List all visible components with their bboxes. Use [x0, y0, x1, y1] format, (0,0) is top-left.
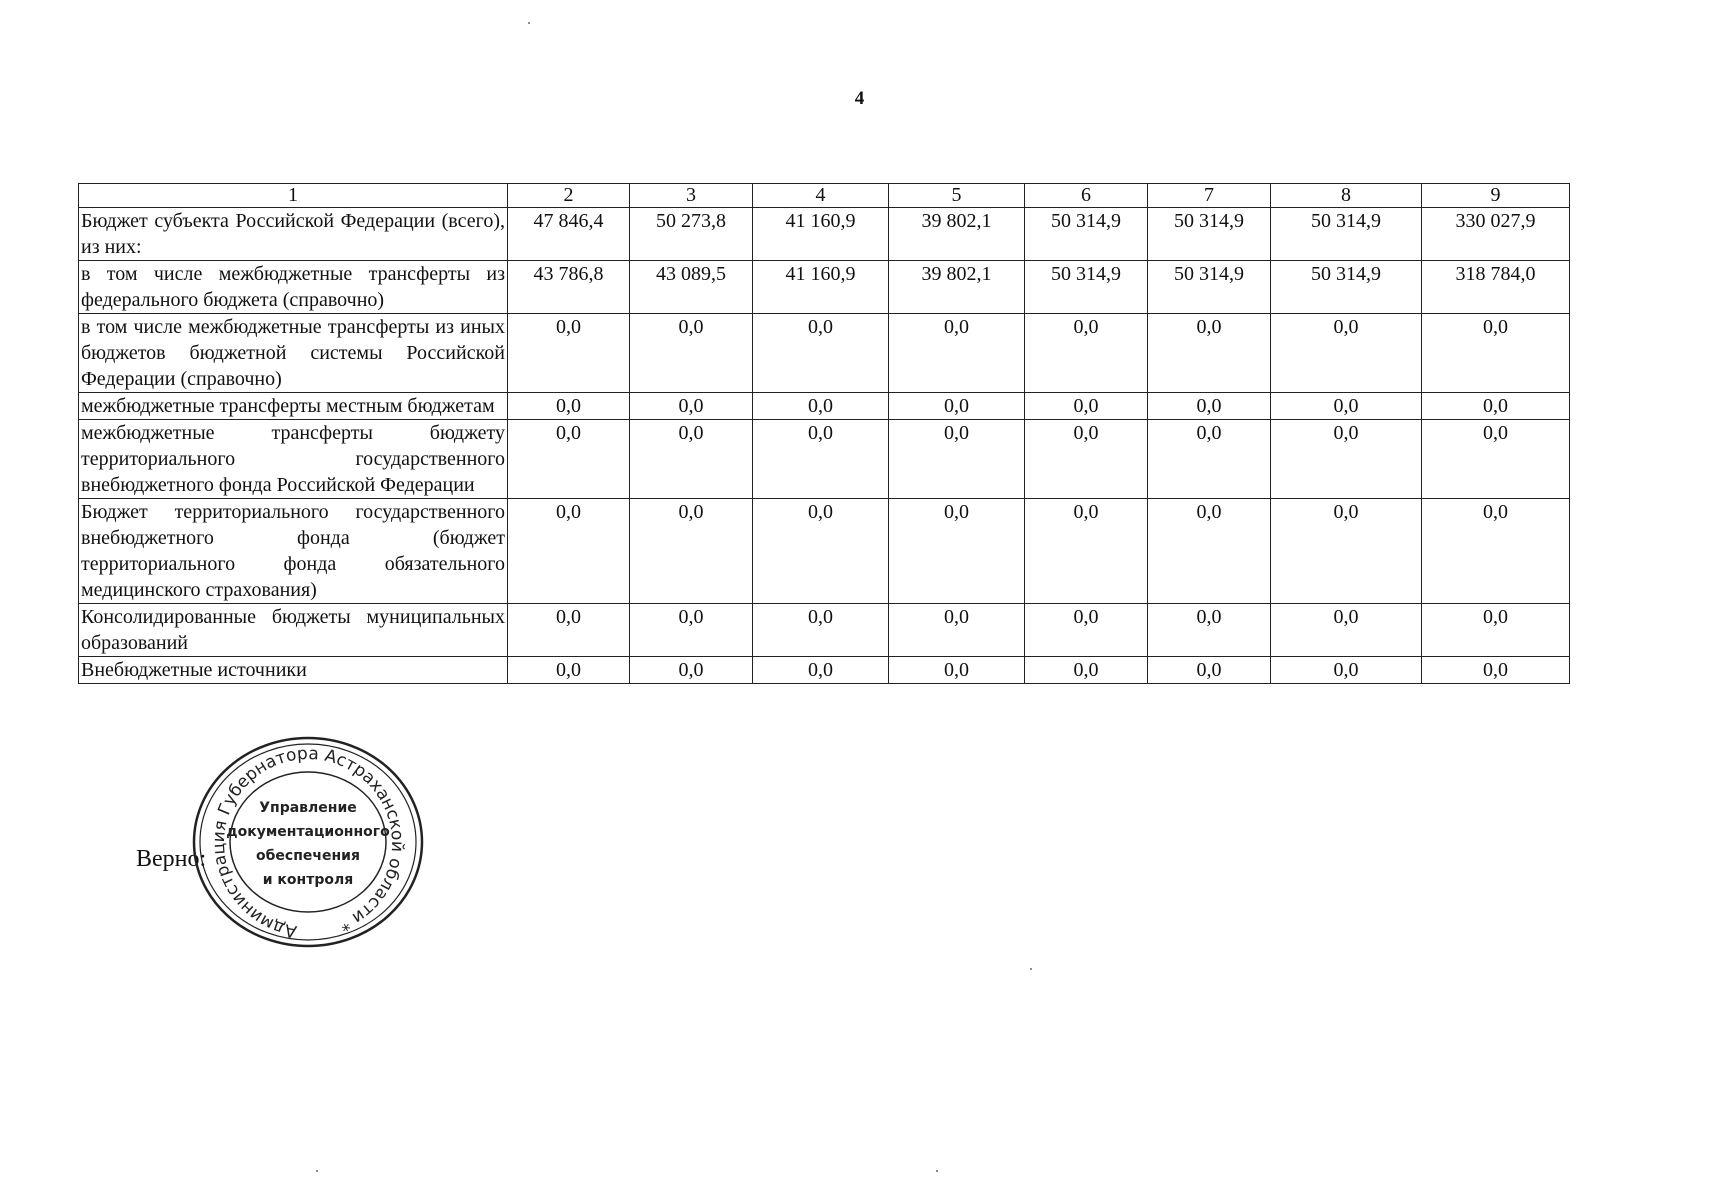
value-cell: 0,0 [1025, 420, 1148, 499]
value-cell: 50 314,9 [1148, 261, 1271, 314]
value-cell: 0,0 [630, 604, 753, 657]
value-cell: 50 314,9 [1148, 208, 1271, 261]
value-cell: 0,0 [1422, 604, 1570, 657]
value-cell: 0,0 [889, 657, 1025, 684]
table-row [79, 393, 1570, 420]
value-cell: 0,0 [1148, 420, 1271, 499]
column-header: 2 [508, 184, 630, 208]
value-cell: 43 786,8 [508, 261, 630, 314]
page-number: 4 [854, 88, 865, 109]
value-cell: 0,0 [889, 420, 1025, 499]
column-header: 6 [1025, 184, 1148, 208]
value-cell: 0,0 [630, 657, 753, 684]
value-cell: 43 089,5 [630, 261, 753, 314]
stamp-ring-text: Администрация Губернатора Астраханской области * [208, 743, 408, 942]
value-cell: 0,0 [1148, 657, 1271, 684]
value-cell: 0,0 [753, 657, 889, 684]
table-row [79, 261, 1570, 314]
value-cell: 41 160,9 [753, 261, 889, 314]
scan-speck [316, 1170, 318, 1172]
column-header: 7 [1148, 184, 1271, 208]
value-cell: 0,0 [753, 420, 889, 499]
value-cell: 0,0 [1271, 604, 1422, 657]
value-cell: 0,0 [630, 314, 753, 393]
value-cell: 50 314,9 [1025, 261, 1148, 314]
value-cell: 39 802,1 [889, 208, 1025, 261]
scan-speck [528, 22, 530, 24]
value-cell: 0,0 [1271, 420, 1422, 499]
value-cell: 0,0 [1422, 499, 1570, 604]
value-cell: 0,0 [1025, 657, 1148, 684]
value-cell: 0,0 [1025, 393, 1148, 420]
column-header: 9 [1422, 184, 1570, 208]
stamp-line: обеспечения [256, 848, 360, 864]
value-cell: 0,0 [508, 314, 630, 393]
value-cell: 0,0 [1271, 393, 1422, 420]
value-cell: 41 160,9 [753, 208, 889, 261]
value-cell: 0,0 [1148, 314, 1271, 393]
value-cell: 0,0 [753, 604, 889, 657]
value-cell: 0,0 [1148, 604, 1271, 657]
value-cell: 0,0 [889, 499, 1025, 604]
table-header-row [79, 184, 1570, 208]
column-header: 1 [79, 184, 508, 208]
row-label: Бюджет территориального государственного внебюджетного фонда (бюджет территориального фонда обязательного медицинского страхования) [79, 499, 508, 604]
column-header: 5 [889, 184, 1025, 208]
row-label: Бюджет субъекта Российской Федерации (всего), из них: [79, 208, 508, 261]
value-cell: 0,0 [889, 604, 1025, 657]
table-row [79, 420, 1570, 499]
value-cell: 0,0 [1025, 604, 1148, 657]
value-cell: 0,0 [1422, 314, 1570, 393]
table-row [79, 657, 1570, 684]
value-cell: 47 846,4 [508, 208, 630, 261]
value-cell: 0,0 [1025, 499, 1148, 604]
value-cell: 0,0 [753, 314, 889, 393]
value-cell: 0,0 [1422, 420, 1570, 499]
value-cell: 50 314,9 [1271, 261, 1422, 314]
value-cell: 0,0 [889, 393, 1025, 420]
value-cell: 50 273,8 [630, 208, 753, 261]
stamp-line: документационного [226, 824, 390, 840]
row-label: межбюджетные трансферты местным бюджетам [79, 393, 508, 420]
value-cell: 0,0 [1025, 314, 1148, 393]
value-cell: 0,0 [1148, 499, 1271, 604]
scan-speck [1030, 968, 1032, 970]
value-cell: 0,0 [508, 604, 630, 657]
row-label: в том числе межбюджетные трансферты из федерального бюджета (справочно) [79, 261, 508, 314]
column-header: 8 [1271, 184, 1422, 208]
value-cell: 0,0 [630, 420, 753, 499]
value-cell: 330 027,9 [1422, 208, 1570, 261]
value-cell: 0,0 [508, 420, 630, 499]
value-cell: 0,0 [630, 393, 753, 420]
stamp-line: и контроля [262, 872, 354, 888]
value-cell: 0,0 [508, 657, 630, 684]
value-cell: 0,0 [1422, 393, 1570, 420]
value-cell: 318 784,0 [1422, 261, 1570, 314]
value-cell: 0,0 [753, 393, 889, 420]
row-label: в том числе межбюджетные трансферты из иных бюджетов бюджетной системы Российской Федерации (справочно) [79, 314, 508, 393]
stamp-line: Управление [259, 800, 357, 816]
value-cell: 0,0 [508, 499, 630, 604]
value-cell: 0,0 [753, 499, 889, 604]
column-header: 4 [753, 184, 889, 208]
value-cell: 0,0 [1271, 657, 1422, 684]
official-stamp [190, 732, 426, 952]
value-cell: 50 314,9 [1271, 208, 1422, 261]
table-row [79, 314, 1570, 393]
value-cell: 0,0 [630, 499, 753, 604]
value-cell: 0,0 [1271, 499, 1422, 604]
row-label: Внебюджетные источники [79, 657, 508, 684]
value-cell: 0,0 [889, 314, 1025, 393]
scan-speck [936, 1170, 938, 1172]
value-cell: 50 314,9 [1025, 208, 1148, 261]
column-header: 3 [630, 184, 753, 208]
table-row [79, 499, 1570, 604]
table-row [79, 208, 1570, 261]
value-cell: 0,0 [508, 393, 630, 420]
table-row [79, 604, 1570, 657]
row-label: межбюджетные трансферты бюджету территориального государственного внебюджетного фонда Российской Федерации [79, 420, 508, 499]
value-cell: 0,0 [1422, 657, 1570, 684]
verno-label: Верно: [136, 846, 207, 872]
row-label: Консолидированные бюджеты муниципальных образований [79, 604, 508, 657]
budget-table [78, 183, 1570, 684]
value-cell: 0,0 [1148, 393, 1271, 420]
value-cell: 39 802,1 [889, 261, 1025, 314]
value-cell: 0,0 [1271, 314, 1422, 393]
